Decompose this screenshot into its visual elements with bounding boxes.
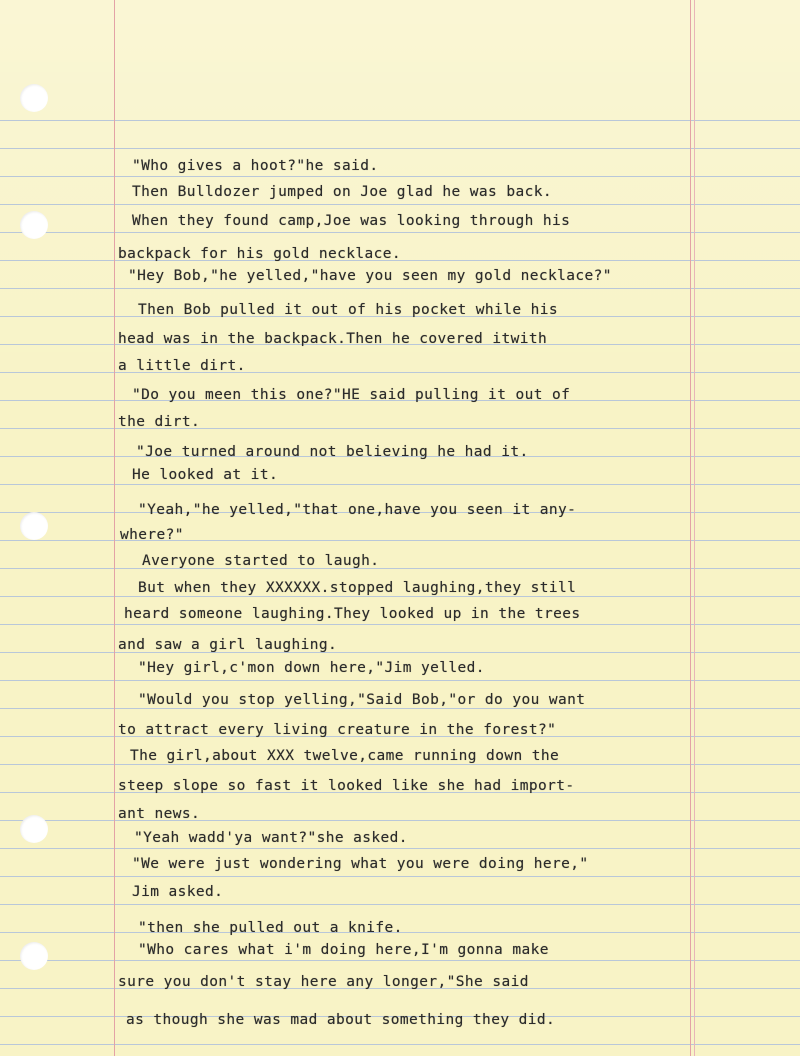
ruled-line — [0, 680, 800, 681]
ruled-line — [0, 960, 800, 961]
binder-hole-icon — [20, 512, 48, 540]
text-line: "Who gives a hoot?"he said. — [132, 158, 379, 174]
ruled-line — [0, 624, 800, 625]
text-line: "Do you meen this one?"HE said pulling it out of — [132, 387, 571, 403]
text-line: "Would you stop yelling,"Said Bob,"or do you want — [138, 692, 586, 708]
text-line: But when they XXXXXX.stopped laughing,they still — [138, 580, 577, 596]
text-line: "Who cares what i'm doing here,I'm gonna make — [138, 942, 549, 958]
text-line: and saw a girl laughing. — [118, 637, 338, 653]
text-line: "then she pulled out a knife. — [138, 920, 403, 936]
right-margin-line — [690, 0, 691, 1056]
ruled-line — [0, 596, 800, 597]
text-line: sure you don't stay here any longer,"She said — [118, 974, 529, 990]
binder-hole-icon — [20, 942, 48, 970]
text-line: backpack for his gold necklace. — [118, 246, 402, 262]
text-line: Jim asked. — [132, 884, 224, 900]
ruled-line — [0, 876, 800, 877]
right-margin-line-2 — [694, 0, 695, 1056]
ruled-line — [0, 484, 800, 485]
text-line: Then Bulldozer jumped on Joe glad he was back. — [132, 184, 552, 200]
ruled-line — [0, 148, 800, 149]
text-line: He looked at it. — [132, 467, 279, 483]
ruled-line — [0, 708, 800, 709]
ruled-line — [0, 848, 800, 849]
ruled-line — [0, 764, 800, 765]
binder-hole-icon — [20, 211, 48, 239]
text-line: "Hey girl,c'mon down here,"Jim yelled. — [138, 660, 485, 676]
ruled-line — [0, 568, 800, 569]
text-line: Averyone started to laugh. — [142, 553, 380, 569]
text-line: "We were just wondering what you were doing here," — [132, 856, 589, 872]
text-line: "Hey Bob,"he yelled,"have you seen my gold necklace?" — [128, 268, 612, 284]
ruled-line — [0, 1044, 800, 1045]
text-line: as though she was mad about something they did. — [126, 1012, 556, 1028]
left-margin-line — [114, 0, 115, 1056]
binder-hole-icon — [20, 84, 48, 112]
text-line: "Joe turned around not believing he had it. — [136, 444, 529, 460]
text-line: Then Bob pulled it out of his pocket while his — [138, 302, 558, 318]
text-line: where?" — [120, 527, 184, 543]
text-line: a little dirt. — [118, 358, 246, 374]
text-line: steep slope so fast it looked like she had import- — [118, 778, 575, 794]
text-line: The girl,about XXX twelve,came running down the — [130, 748, 560, 764]
ruled-line — [0, 288, 800, 289]
ruled-line — [0, 232, 800, 233]
text-line: heard someone laughing.They looked up in the trees — [124, 606, 581, 622]
ruled-line — [0, 204, 800, 205]
text-line: When they found camp,Joe was looking through his — [132, 213, 571, 229]
text-line: head was in the backpack.Then he covered itwith — [118, 331, 548, 347]
text-line: "Yeah,"he yelled,"that one,have you seen it any- — [138, 502, 577, 518]
text-line: ant news. — [118, 806, 201, 822]
ruled-line — [0, 904, 800, 905]
text-line: the dirt. — [118, 414, 201, 430]
text-line: to attract every living creature in the forest?" — [118, 722, 557, 738]
ruled-line — [0, 120, 800, 121]
ruled-line — [0, 176, 800, 177]
text-line: "Yeah wadd'ya want?"she asked. — [134, 830, 408, 846]
binder-hole-icon — [20, 815, 48, 843]
